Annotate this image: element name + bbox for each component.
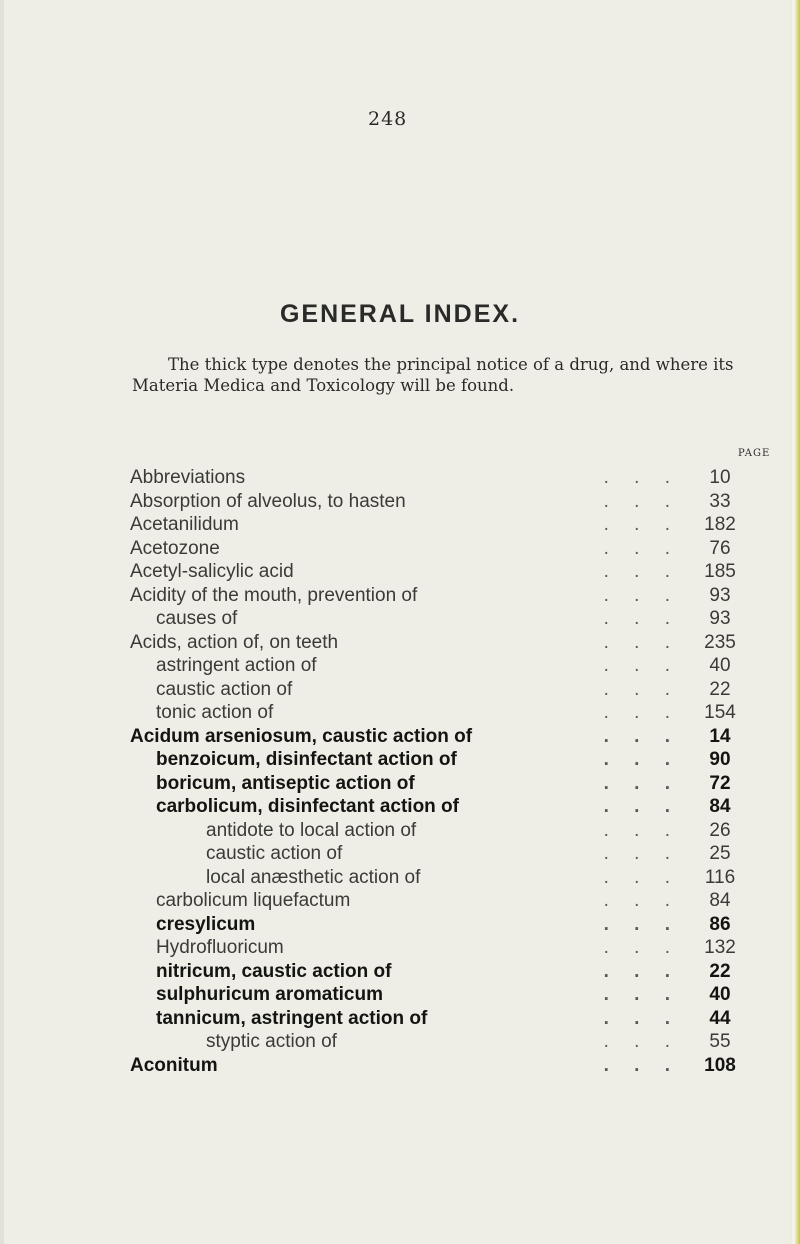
index-entry-text: Absorption of alveolus, to hasten <box>130 490 406 512</box>
index-entry-page: 84 <box>709 796 731 817</box>
index-entry <box>130 866 750 890</box>
index-entry-page: 22 <box>709 960 731 982</box>
dot-leader: . . . <box>603 537 680 559</box>
index-entry-page: 33 <box>709 490 731 512</box>
index-entry-page: 72 <box>709 772 731 794</box>
index-entry <box>130 701 750 725</box>
dot-leader: . . . <box>603 725 680 747</box>
index-entry <box>130 631 750 655</box>
index-entry-list <box>130 466 750 1077</box>
dot-leader: . . . <box>603 772 680 794</box>
dot-leader: . . . <box>603 890 680 911</box>
index-entry-page: 154 <box>704 702 736 723</box>
index-entry-page: 93 <box>709 584 731 606</box>
index-entry-text: Acetyl-salicylic acid <box>130 561 294 582</box>
dot-leader: . . . <box>603 913 680 935</box>
index-entry-page: 55 <box>709 1031 731 1052</box>
index-entry-page: 108 <box>704 1054 736 1076</box>
dot-leader: . . . <box>603 678 680 700</box>
index-entry <box>130 1007 750 1031</box>
index-entry <box>130 678 750 702</box>
dot-leader: . . . <box>603 1054 680 1076</box>
index-entry-page: 86 <box>709 913 731 935</box>
dot-leader: . . . <box>603 561 680 582</box>
index-entry-text: benzoicum, disinfectant action of <box>156 749 457 770</box>
index-entry <box>130 913 750 937</box>
index-entry-text: cresylicum <box>156 913 256 935</box>
index-entry-text: tonic action of <box>156 702 274 723</box>
index-entry-text: antidote to local action of <box>206 819 417 841</box>
page-left-edge <box>0 0 4 1244</box>
index-entry-page: 40 <box>709 655 731 676</box>
index-entry-text: carbolicum, disinfectant action of <box>156 796 459 817</box>
index-entry-page: 182 <box>704 514 736 535</box>
index-entry-text: boricum, antiseptic action of <box>156 772 415 794</box>
index-entry-page: 116 <box>704 866 736 888</box>
index-entry-page: 40 <box>709 984 731 1005</box>
index-entry-page: 93 <box>709 608 731 629</box>
index-entry-text: astringent action of <box>156 655 317 676</box>
index-entry-text: caustic action of <box>156 678 293 700</box>
dot-leader: . . . <box>603 819 680 841</box>
dot-leader: . . . <box>603 655 680 676</box>
index-entry-text: sulphuricum aromaticum <box>156 984 383 1005</box>
index-entry-text: carbolicum liquefactum <box>156 890 351 911</box>
index-entry-text: causes of <box>156 608 238 629</box>
dot-leader: . . . <box>603 866 680 888</box>
index-entry-text: Aconitum <box>130 1054 218 1076</box>
dot-leader: . . . <box>603 937 680 958</box>
index-entry <box>130 607 750 631</box>
dot-leader: . . . <box>603 608 680 629</box>
index-heading: GENERAL INDEX. <box>279 300 521 328</box>
index-entry <box>130 748 750 772</box>
index-entry-text: Acetanilidum <box>130 514 239 535</box>
index-entry-page: 84 <box>709 890 731 911</box>
dot-leader: . . . <box>603 843 680 864</box>
dot-leader: . . . <box>603 467 680 488</box>
index-entry-page: 22 <box>709 678 731 700</box>
index-entry-page: 235 <box>704 631 736 653</box>
index-entry-page: 76 <box>709 537 731 559</box>
index-entry <box>130 560 750 584</box>
index-entry-page: 132 <box>704 937 736 958</box>
index-entry <box>130 936 750 960</box>
index-entry-text: tannicum, astringent action of <box>156 1007 428 1029</box>
index-entry <box>130 842 750 866</box>
index-entry <box>130 513 750 537</box>
index-entry <box>130 795 750 819</box>
index-entry-page: 44 <box>709 1007 731 1029</box>
index-entry <box>130 819 750 843</box>
index-entry-page: 25 <box>709 843 731 864</box>
dot-leader: . . . <box>603 631 680 653</box>
index-entry-text: Acidity of the mouth, prevention of <box>130 584 418 606</box>
dot-leader: . . . <box>603 1031 680 1052</box>
index-entry <box>130 584 750 608</box>
index-entry-text: Abbreviations <box>130 467 246 488</box>
dot-leader: . . . <box>603 702 680 723</box>
index-entry <box>130 725 750 749</box>
index-entry <box>130 983 750 1007</box>
index-entry-text: styptic action of <box>206 1031 337 1052</box>
index-entry <box>130 960 750 984</box>
index-entry <box>130 466 750 490</box>
dot-leader: . . . <box>603 1007 680 1029</box>
dot-leader: . . . <box>603 490 680 512</box>
index-entry <box>130 1030 750 1054</box>
index-entry <box>130 490 750 514</box>
index-entry-page: 90 <box>709 749 731 770</box>
index-entry-text: caustic action of <box>206 843 343 864</box>
index-entry-text: Acidum arseniosum, caustic action of <box>130 725 473 747</box>
index-entry <box>130 537 750 561</box>
index-entry-page: 10 <box>709 467 731 488</box>
dot-leader: . . . <box>603 584 680 606</box>
index-entry-page: 185 <box>704 561 736 582</box>
page-number: 248 <box>368 108 408 130</box>
index-entry <box>130 1054 750 1078</box>
dot-leader: . . . <box>603 749 680 770</box>
dot-leader: . . . <box>603 796 680 817</box>
index-entry-page: 26 <box>709 819 731 841</box>
index-entry-text: nitricum, caustic action of <box>156 960 392 982</box>
index-entry-text: Acetozone <box>130 537 220 559</box>
dot-leader: . . . <box>603 514 680 535</box>
dot-leader: . . . <box>603 960 680 982</box>
dot-leader: . . . <box>603 984 680 1005</box>
page-right-edge <box>790 0 800 1244</box>
index-entry <box>130 654 750 678</box>
index-entry-text: Hydrofluoricum <box>156 937 284 958</box>
page-column-header: PAGE <box>738 448 771 459</box>
intro-paragraph: The thick type denotes the principal notice of a drug, and where its Materia Medica and Toxicology will be found. <box>132 355 734 395</box>
index-entry-text: Acids, action of, on teeth <box>130 631 339 653</box>
index-entry-text: local anæsthetic action of <box>206 866 421 888</box>
index-entry-page: 14 <box>709 725 731 747</box>
index-entry <box>130 772 750 796</box>
index-entry <box>130 889 750 913</box>
